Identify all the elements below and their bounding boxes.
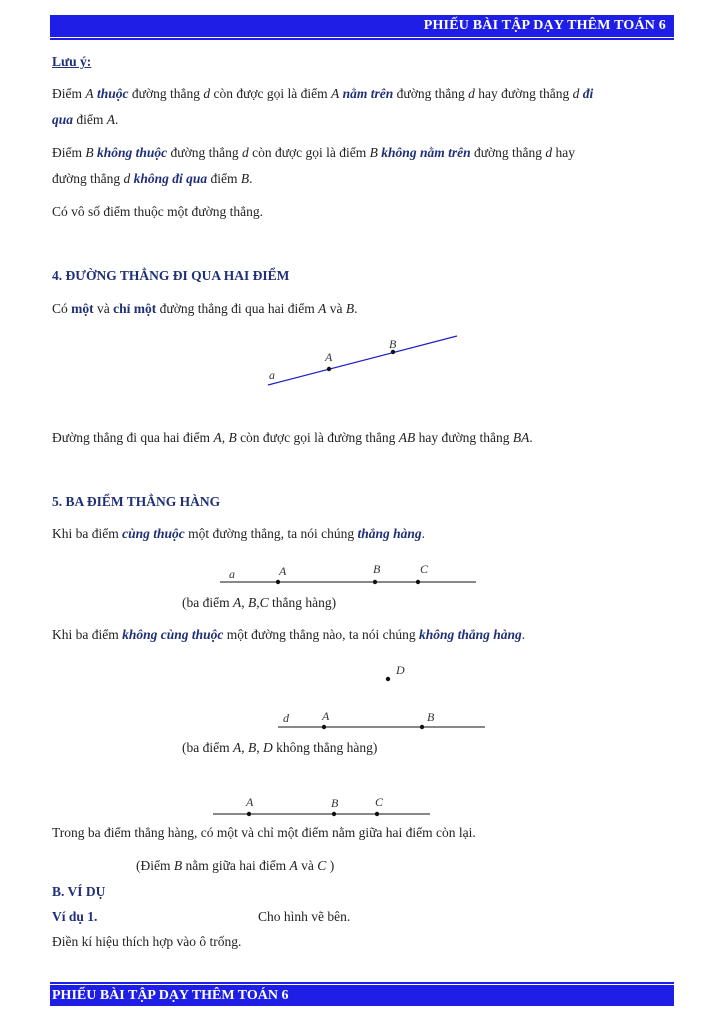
text: .	[529, 430, 533, 445]
point-c-label: C	[375, 795, 384, 809]
text: điểm	[73, 112, 107, 127]
point-symbol: B	[247, 740, 257, 755]
point-a-label: A	[322, 709, 330, 723]
point-c-dot	[416, 580, 420, 584]
emphasis: không đi qua	[133, 171, 208, 186]
emphasis: thuộc	[97, 86, 129, 101]
text: thẳng hàng)	[268, 595, 337, 610]
text: hay	[552, 145, 576, 160]
text: ,	[256, 595, 260, 610]
emphasis: một	[71, 301, 94, 316]
text: .	[421, 526, 426, 541]
section-5-betweenness: Trong ba điểm thẳng hàng, có một và chỉ một điểm nằm giữa hai điểm còn lại.	[52, 825, 476, 840]
point-symbol: A	[232, 595, 242, 610]
point-symbol: C	[317, 858, 327, 873]
text: .	[354, 301, 358, 316]
line-symbol: d	[241, 145, 249, 160]
text: điểm	[207, 171, 241, 186]
text: còn được gọi là điểm	[210, 86, 332, 101]
point-b-label: B	[389, 337, 397, 351]
line-symbol: d	[468, 86, 475, 101]
emphasis: không nằm trên	[381, 145, 471, 160]
point-symbol: A	[289, 858, 298, 873]
text: .	[521, 627, 526, 642]
section-5-heading: 5. BA ĐIỂM THẲNG HÀNG	[52, 494, 221, 509]
footer-title: PHIẾU BÀI TẬP DẠY THÊM TOÁN 6	[52, 988, 289, 1003]
point-symbol: B	[369, 145, 378, 160]
point-d-dot	[386, 677, 390, 681]
point-symbol: B	[345, 301, 355, 316]
emphasis: không thẳng hàng	[418, 627, 522, 642]
text: đường thẳng	[52, 171, 124, 186]
point-symbol: B	[173, 858, 183, 873]
text: ,	[221, 430, 229, 445]
text: Đường thẳng đi qua hai điểm	[52, 430, 214, 445]
text: ,	[256, 740, 263, 755]
point-symbol: B	[240, 171, 250, 186]
figure-non-collinear-points	[278, 663, 485, 729]
point-a-dot	[327, 367, 331, 371]
line-symbol: d	[123, 171, 131, 186]
line-symbol: BA	[512, 430, 530, 445]
emphasis: thẳng hàng	[357, 526, 422, 541]
point-b-label: B	[427, 710, 435, 724]
note-title: Lưu ý:	[52, 54, 92, 69]
text: hay đường thẳng	[474, 86, 573, 101]
text: Có	[52, 301, 72, 316]
example-1-instruction: Điền kí hiệu thích hợp vào ô trống.	[52, 934, 242, 949]
point-a-label: A	[325, 350, 333, 364]
text: (ba điểm	[182, 595, 233, 610]
line-symbol: d	[545, 145, 553, 160]
point-a-dot	[322, 725, 326, 729]
text: )	[326, 858, 335, 873]
point-a-dot	[247, 812, 251, 816]
emphasis: cùng thuộc	[122, 526, 185, 541]
text: đường thẳng đi qua hai điểm	[156, 301, 319, 316]
point-b-dot	[332, 812, 336, 816]
point-c-dot	[375, 812, 379, 816]
text: và	[93, 301, 114, 316]
point-d-label: D	[396, 663, 405, 677]
emphasis: không cùng thuộc	[122, 627, 224, 642]
point-a-label: A	[246, 795, 254, 809]
point-symbol: A	[85, 86, 94, 101]
text: còn được gọi là điểm	[248, 145, 370, 160]
text: và	[326, 301, 346, 316]
point-symbol: A	[331, 86, 340, 101]
text: ,	[241, 595, 248, 610]
note-paragraph-3: Có vô số điểm thuộc một đường thẳng.	[52, 204, 263, 219]
text: không thẳng hàng)	[272, 740, 378, 755]
example-1-label: Ví dụ 1.	[52, 909, 98, 924]
line-symbol: AB	[398, 430, 416, 445]
footer-rule	[50, 982, 674, 984]
text: nằm giữa hai điểm	[182, 858, 290, 873]
text: Khi ba điểm	[52, 526, 123, 541]
line-a-label: a	[229, 567, 235, 581]
emphasis: đi	[582, 86, 594, 101]
text: đường thẳng	[128, 86, 204, 101]
text: hay đường thẳng	[415, 430, 513, 445]
text: còn được gọi là đường thẳng	[236, 430, 399, 445]
emphasis: qua	[52, 112, 74, 127]
point-b-label: B	[373, 562, 381, 576]
point-c-label: C	[420, 562, 429, 576]
footer-bar	[50, 985, 674, 1006]
text: (ba điểm	[182, 740, 233, 755]
text: một đường thẳng, ta nói chúng	[184, 526, 358, 541]
point-b-dot	[420, 725, 424, 729]
text: đường thẳng	[470, 145, 546, 160]
text: và	[297, 858, 318, 873]
figure-collinear-points	[220, 562, 476, 584]
line-symbol: d	[572, 86, 580, 101]
text: .	[249, 171, 253, 186]
emphasis: chỉ một	[113, 301, 157, 316]
text: Điểm	[52, 86, 86, 101]
point-symbol: A	[213, 430, 222, 445]
text: đường thẳng	[393, 86, 469, 101]
examples-heading: B. VÍ DỤ	[52, 884, 106, 899]
point-symbol: B	[228, 430, 237, 445]
point-symbol: C	[259, 595, 269, 610]
text: .	[115, 112, 119, 127]
point-symbol: D	[262, 740, 273, 755]
point-symbol: A	[318, 301, 327, 316]
point-a-dot	[276, 580, 280, 584]
header-title: PHIẾU BÀI TẬP DẠY THÊM TOÁN 6	[423, 18, 666, 33]
point-symbol: A	[106, 112, 116, 127]
line-a-label: a	[269, 368, 275, 382]
text: ,	[241, 740, 248, 755]
point-b-label: B	[331, 796, 339, 810]
text: đường thẳng	[167, 145, 242, 160]
line-a	[268, 336, 457, 385]
text: (Điểm	[136, 858, 174, 873]
line-d-label: d	[283, 711, 289, 725]
text: một đường thẳng nào, ta nói chúng	[223, 627, 419, 642]
point-b-dot	[373, 580, 377, 584]
figure-point-between	[213, 795, 430, 816]
line-symbol: d	[203, 86, 211, 101]
emphasis: nằm trên	[342, 86, 394, 101]
point-a-label: A	[279, 564, 287, 578]
figure-line-through-two-points	[268, 336, 457, 385]
point-symbol: B	[85, 145, 94, 160]
example-1-text: Cho hình vẽ bên.	[258, 909, 351, 924]
text: Điểm	[52, 145, 86, 160]
emphasis: không thuộc	[97, 145, 168, 160]
point-symbol: B	[247, 595, 257, 610]
section-4-heading: 4. ĐƯỜNG THẲNG ĐI QUA HAI ĐIỂM	[52, 268, 290, 283]
point-symbol: A	[232, 740, 242, 755]
text: Khi ba điểm	[52, 627, 123, 642]
